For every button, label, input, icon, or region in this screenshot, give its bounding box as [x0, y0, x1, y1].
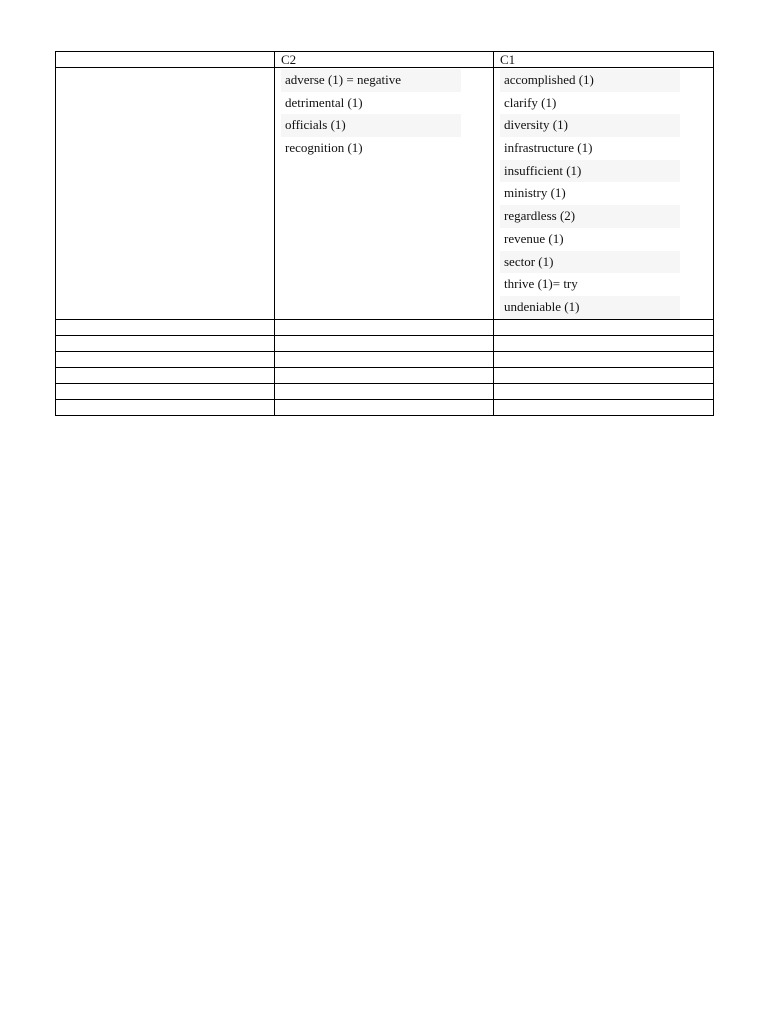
empty-cell	[275, 399, 494, 415]
empty-cell	[56, 383, 275, 399]
empty-cell	[56, 319, 275, 335]
list-item: insufficient (1)	[500, 160, 680, 183]
empty-cell	[494, 383, 714, 399]
cell-c2-words	[275, 68, 494, 320]
header-cell-c1: C1	[494, 52, 714, 68]
empty-cell	[56, 351, 275, 367]
list-item: revenue (1)	[504, 230, 564, 246]
empty-cell	[494, 335, 714, 351]
empty-cell	[494, 399, 714, 415]
table-row-empty	[56, 319, 714, 335]
table-header-row	[56, 52, 714, 68]
list-item: officials (1)	[281, 114, 461, 137]
table-row-words	[56, 68, 714, 320]
list-item: thrive (1)= try	[504, 276, 578, 292]
list-item: clarify (1)	[504, 94, 557, 110]
list-item: adverse (1) = negative	[281, 69, 461, 92]
cell-c1-words	[494, 68, 714, 320]
header-cell-empty	[56, 52, 275, 68]
empty-cell	[56, 367, 275, 383]
vocabulary-table	[55, 51, 714, 416]
empty-cell	[494, 319, 714, 335]
empty-cell	[275, 383, 494, 399]
list-item: diversity (1)	[500, 114, 680, 137]
list-item: accomplished (1)	[500, 69, 680, 92]
list-item: sector (1)	[500, 251, 680, 274]
empty-cell	[56, 335, 275, 351]
list-item: infrastructure (1)	[504, 140, 593, 156]
c1-word-list	[494, 68, 713, 319]
c2-word-list	[275, 68, 493, 160]
table-row-empty	[56, 335, 714, 351]
empty-cell	[275, 351, 494, 367]
empty-cell	[275, 367, 494, 383]
list-item: regardless (2)	[500, 205, 680, 228]
table-row-empty	[56, 351, 714, 367]
empty-cell	[56, 399, 275, 415]
empty-cell	[494, 351, 714, 367]
list-item: ministry (1)	[504, 185, 566, 201]
list-item: undeniable (1)	[500, 296, 680, 319]
table-row-empty	[56, 383, 714, 399]
table-row-empty	[56, 367, 714, 383]
empty-cell	[275, 335, 494, 351]
list-item: detrimental (1)	[285, 94, 363, 110]
header-cell-c2: C2	[275, 52, 494, 68]
list-item: recognition (1)	[285, 140, 363, 156]
cell-empty	[56, 68, 275, 320]
empty-cell	[275, 319, 494, 335]
empty-cell	[494, 367, 714, 383]
table-row-empty	[56, 399, 714, 415]
